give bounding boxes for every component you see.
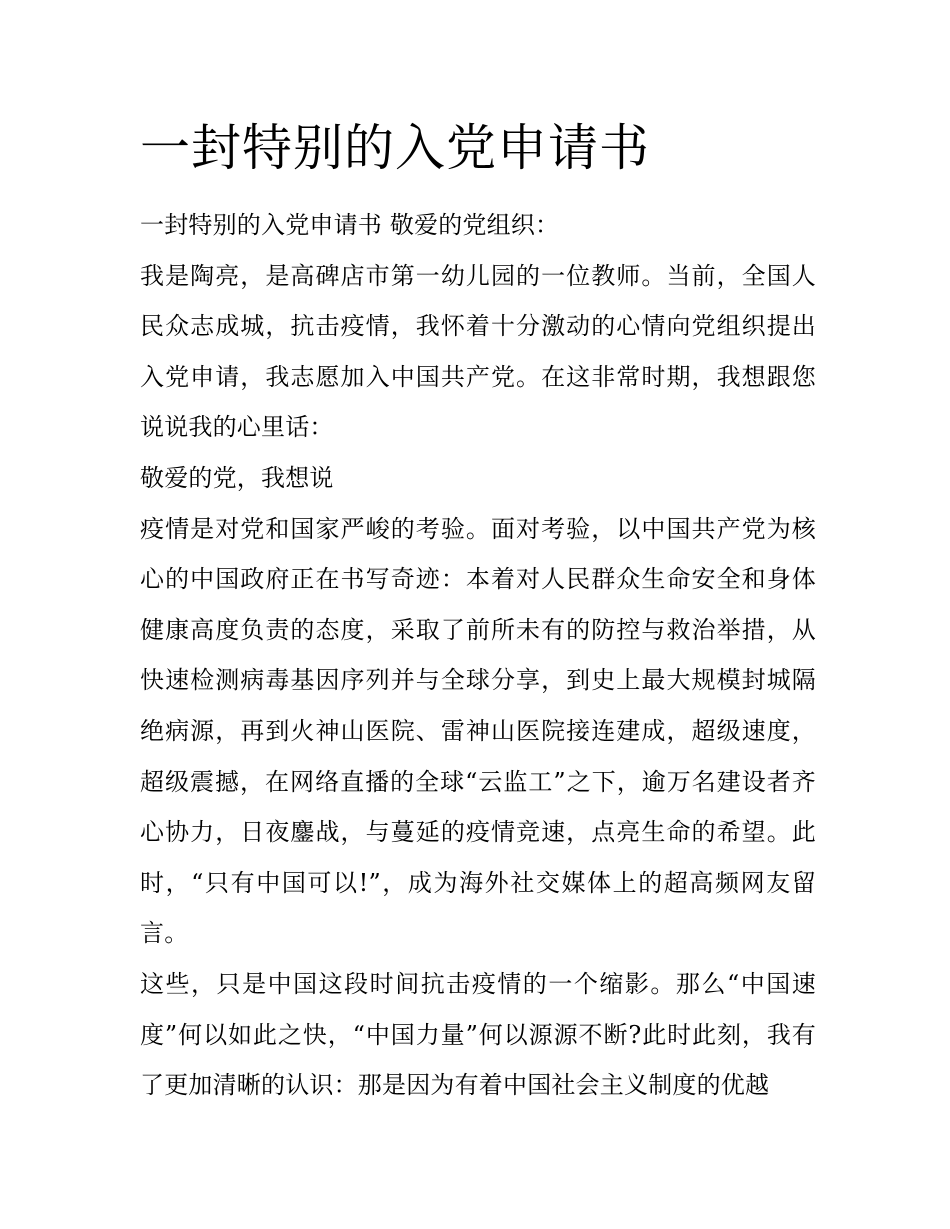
paragraph-china-speed: 这些，只是中国这段时间抗击疫情的一个缩影。那么“中国速度”何以如此之快，“中国力量”何以源源不断?此时此刻，我有了更加清晰的认识：那是因为有着中国社会主义制度的优越 <box>140 969 816 1100</box>
paragraph-introduction: 我是陶亮，是高碑店市第一幼儿园的一位教师。当前，全国人民众志成城，抗击疫情，我怀着十分激动的心情向党组织提出入党申请，我志愿加入中国共产党。在这非常时期，我想跟您说说我的心里话： <box>140 261 816 442</box>
document-body <box>140 200 816 1111</box>
paragraph-salutation: 一封特别的入党申请书 敬爱的党组织： <box>140 211 560 239</box>
document-title: 一封特别的入党申请书 <box>140 119 650 177</box>
paragraph-heading: 敬爱的党，我想说 <box>140 463 334 492</box>
paragraph-epidemic-test: 疫情是对党和国家严峻的考验。面对考验，以中国共产党为核心的中国政府正在书写奇迹：本着对人民群众生命安全和身体健康高度负责的态度，采取了前所未有的防控与救治举措，从快速检测病毒基因序列并与全球分享，到史上最大规模封城隔绝病源，再到火神山医院、雷神山医院接连建成，超级速度，超级震撼，在网络直播的全球“云监工”之下，逾万名建设者齐心协力，日夜鏖战，与蔓延的疫情竞速，点亮生命的希望。此时，“只有中国可以!”，成为海外社交媒体上的超高频网友留言。 <box>140 514 816 948</box>
